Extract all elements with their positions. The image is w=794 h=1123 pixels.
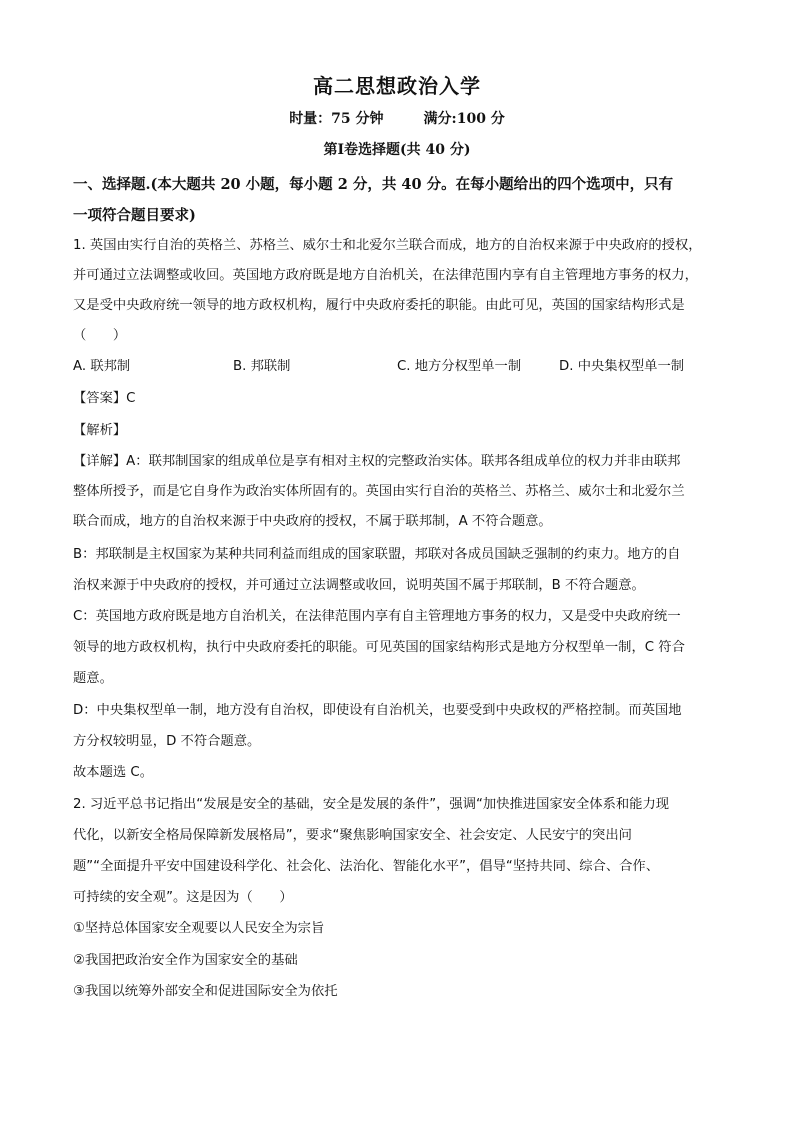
q1-detail-line: 【详解】A：联邦制国家的组成单位是享有相对主权的完整政治实体。联邦各组成单位的权力并非由联邦 <box>73 454 681 469</box>
q1-detail-line: B：邦联制是主权国家为某种共同利益而组成的国家联盟，邦联对各成员国缺乏强制的约束力。地方的自 <box>73 547 681 562</box>
volume-heading: 第Ⅰ卷选择题(共 40 分) <box>323 142 471 158</box>
q2-statement: ②我国把政治安全作为国家安全的基础 <box>73 953 298 968</box>
exam-time: 时量：75 分钟 <box>289 111 384 127</box>
q1-analysis-label: 【解析】 <box>73 423 127 438</box>
q1-detail-line: C：英国地方政府既是地方自治机关，在法律范围内享有自主管理地方事务的权力，又是受中央政府统一 <box>73 609 681 624</box>
q1-detail-line: 治权来源于中央政府的授权，并可通过立法调整或收回，说明英国不属于邦联制，B 不符合题意。 <box>73 578 645 593</box>
page-title: 高二思想政治入学 <box>313 74 481 98</box>
q1-option-d: D. 中央集权型单一制 <box>559 359 685 374</box>
q1-stem-line: 并可通过立法调整或收回。英国地方政府既是地方自治机关，在法律范围内享有自主管理地方事务的权力， <box>73 268 698 283</box>
q1-stem-line: 又是受中央政府统一领导的地方政权机构，履行中央政府委托的职能。由此可见，英国的国家结构形式是 <box>73 298 685 313</box>
q1-stem-line: （ ） <box>73 328 127 343</box>
exam-score: 满分:100 分 <box>423 111 505 127</box>
q1-detail-line: D：中央集权型单一制，地方没有自治权，即使设有自治机关，也要受到中央政权的严格控制。而英国地 <box>73 703 682 718</box>
exam-meta <box>0 108 794 128</box>
q2-stem-line: 题”“全面提升平安中国建设科学化、社会化、法治化、智能化水平”，倡导“坚持共同、综合、合作、 <box>73 859 660 874</box>
q2-stem-line: 可持续的安全观”。这是因为（ ） <box>73 890 293 905</box>
q1-options <box>73 357 733 377</box>
q1-detail-line: 整体所授予，而是它自身作为政治实体所固有的。英国由实行自治的英格兰、苏格兰、威尔士和北爱尔兰 <box>73 484 685 499</box>
q1-stem-line: 1. 英国由实行自治的英格兰、苏格兰、威尔士和北爱尔兰联合而成，地方的自治权来源于中央政府的授权， <box>73 238 702 253</box>
q1-detail-line: 题意。 <box>73 671 113 686</box>
q2-stem-line: 代化，以新安全格局保障新发展格局”，要求“聚焦影响国家安全、社会安定、人民安宁的突出问 <box>73 828 632 843</box>
q1-detail-line: 领导的地方政权机构，执行中央政府委托的职能。可见英国的国家结构形式是地方分权型单一制，C 符合 <box>73 640 685 655</box>
q2-statement: ①坚持总体国家安全观要以人民安全为宗旨 <box>73 921 325 936</box>
section-heading <box>73 169 733 231</box>
q2-stem-line: 2. 习近平总书记指出“发展是安全的基础，安全是发展的条件”，强调“加快推进国家安全体系和能力现 <box>73 797 670 812</box>
q2-statement: ③我国以统筹外部安全和促进国际安全为依托 <box>73 984 338 999</box>
q1-option-c: C. 地方分权型单一制 <box>397 359 522 374</box>
q1-option-b: B. 邦联制 <box>233 359 291 374</box>
q1-option-a: A. 联邦制 <box>73 359 131 374</box>
q1-detail-line: 故本题选 C。 <box>73 765 153 780</box>
q1-detail-line: 联合而成，地方的自治权来源于中央政府的授权，不属于联邦制，A 不符合题意。 <box>73 514 552 529</box>
q1-answer: 【答案】C <box>73 391 136 406</box>
section-heading-line: 一项符合题目要求) <box>73 207 196 224</box>
section-heading-line: 一、选择题.(本大题共 20 小题，每小题 2 分，共 40 分。在每小题给出的四个选项中，只有 <box>73 176 674 193</box>
q1-detail-line: 方分权较明显，D 不符合题意。 <box>73 734 261 749</box>
